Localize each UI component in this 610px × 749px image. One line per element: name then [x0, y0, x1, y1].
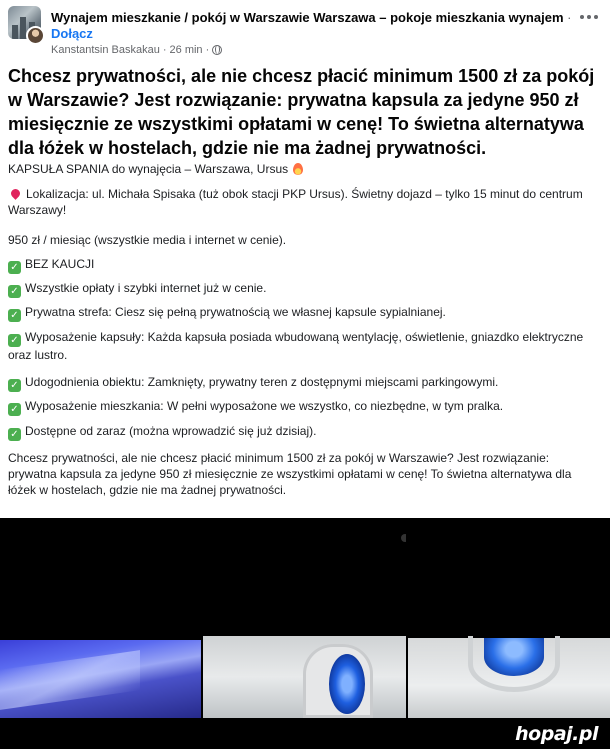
feature-item	[8, 423, 600, 441]
price-line: 950 zł / miesiąc (wszystkie media i internet w cenie).	[8, 233, 287, 247]
feature-item	[8, 329, 600, 363]
feature-item	[8, 304, 600, 322]
feature-item	[8, 374, 600, 392]
author-name-link[interactable]: Kanstantsin Baskakau	[51, 44, 160, 56]
check-mark-icon: ✓	[8, 334, 21, 347]
watermark-bar	[0, 718, 610, 749]
photo-2[interactable]	[203, 518, 406, 718]
post-meta	[51, 43, 222, 57]
feature-text: Wyposażenie kapsuły: Każda kapsuła posiada wbudowaną wentylację, oświetlenie, gniazdko elektryczne oraz lustro.	[8, 330, 584, 362]
photo-3[interactable]	[408, 518, 610, 718]
feature-text: Dostępne od zaraz (można wprowadzić się już dzisiaj).	[25, 424, 317, 438]
location-text: Lokalizacja: ul. Michała Spisaka (tuż obok stacji PKP Ursus). Świetny dojazd – tylko 15 minut do centrum Warszawy!	[8, 187, 583, 217]
photo-1[interactable]	[0, 518, 201, 718]
group-name-link[interactable]: Wynajem mieszkanie / pokój w Warszawie Warszawa – pokoje mieszkania wynajem	[51, 10, 564, 25]
post-headline: Chcesz prywatności, ale nie chcesz płacić minimum 1500 zł za pokój w Warszawie? Jest rozwiązanie: prywatna kapsula za jedyne 950 zł miesięcznie ze wszystkimi opłatami w cenę! To świetna alternatywa dla łóżek w hostelach, gdzie nie ma żadnej prywatności.	[8, 66, 595, 158]
author-avatar[interactable]	[26, 26, 45, 45]
pin-icon	[9, 187, 22, 200]
check-mark-icon: ✓	[8, 309, 21, 322]
check-mark-icon: ✓	[8, 285, 21, 298]
closing-paragraph: Chcesz prywatności, ale nie chcesz płacić minimum 1500 zł za pokój w Warszawie? Jest rozwiązanie: prywatna kapsula za jedyne 950 zł miesięcznie ze wszystkimi opłatami w cenę! To świetna alternatywa dla łóżek w hostelach, gdzie nie ma żadnej prywatności.	[8, 451, 572, 497]
fire-icon	[293, 163, 303, 175]
meta-separator: ·	[162, 44, 167, 56]
post-title-line	[8, 161, 600, 177]
title-text: KAPSUŁA SPANIA do wynajęcia – Warszawa, Ursus	[8, 162, 289, 176]
meta-separator: ·	[205, 44, 210, 56]
post-header	[0, 0, 610, 62]
feature-text: Udogodnienia obiektu: Zamknięty, prywatny teren z dostępnymi miejscami parkingowymi.	[25, 375, 499, 389]
join-group-button[interactable]: Dołącz	[51, 26, 93, 41]
feature-text: BEZ KAUCJI	[25, 257, 95, 271]
separator-dot: ·	[563, 10, 572, 25]
check-mark-icon: ✓	[8, 403, 21, 416]
feature-text: Wszystkie opłaty i szybki internet już w cenie.	[25, 281, 267, 295]
feature-text: Wyposażenie mieszkania: W pełni wyposażone we wszystko, co niezbędne, w tym pralka.	[25, 399, 504, 413]
photo-grid	[0, 518, 610, 718]
feature-text: Prywatna strefa: Ciesz się pełną prywatnością we własnej kapsule sypialnianej.	[25, 305, 446, 319]
feature-item	[8, 398, 600, 416]
feature-item	[8, 280, 600, 298]
site-logo: hopaj.pl	[515, 723, 598, 745]
check-mark-icon: ✓	[8, 379, 21, 392]
check-mark-icon: ✓	[8, 428, 21, 441]
more-icon[interactable]	[580, 14, 598, 20]
check-mark-icon: ✓	[8, 261, 21, 274]
location-line	[8, 186, 600, 218]
group-title-line	[51, 10, 596, 26]
globe-icon	[212, 45, 222, 55]
post-time-link[interactable]: 26 min	[169, 44, 203, 56]
feature-item	[8, 256, 600, 274]
